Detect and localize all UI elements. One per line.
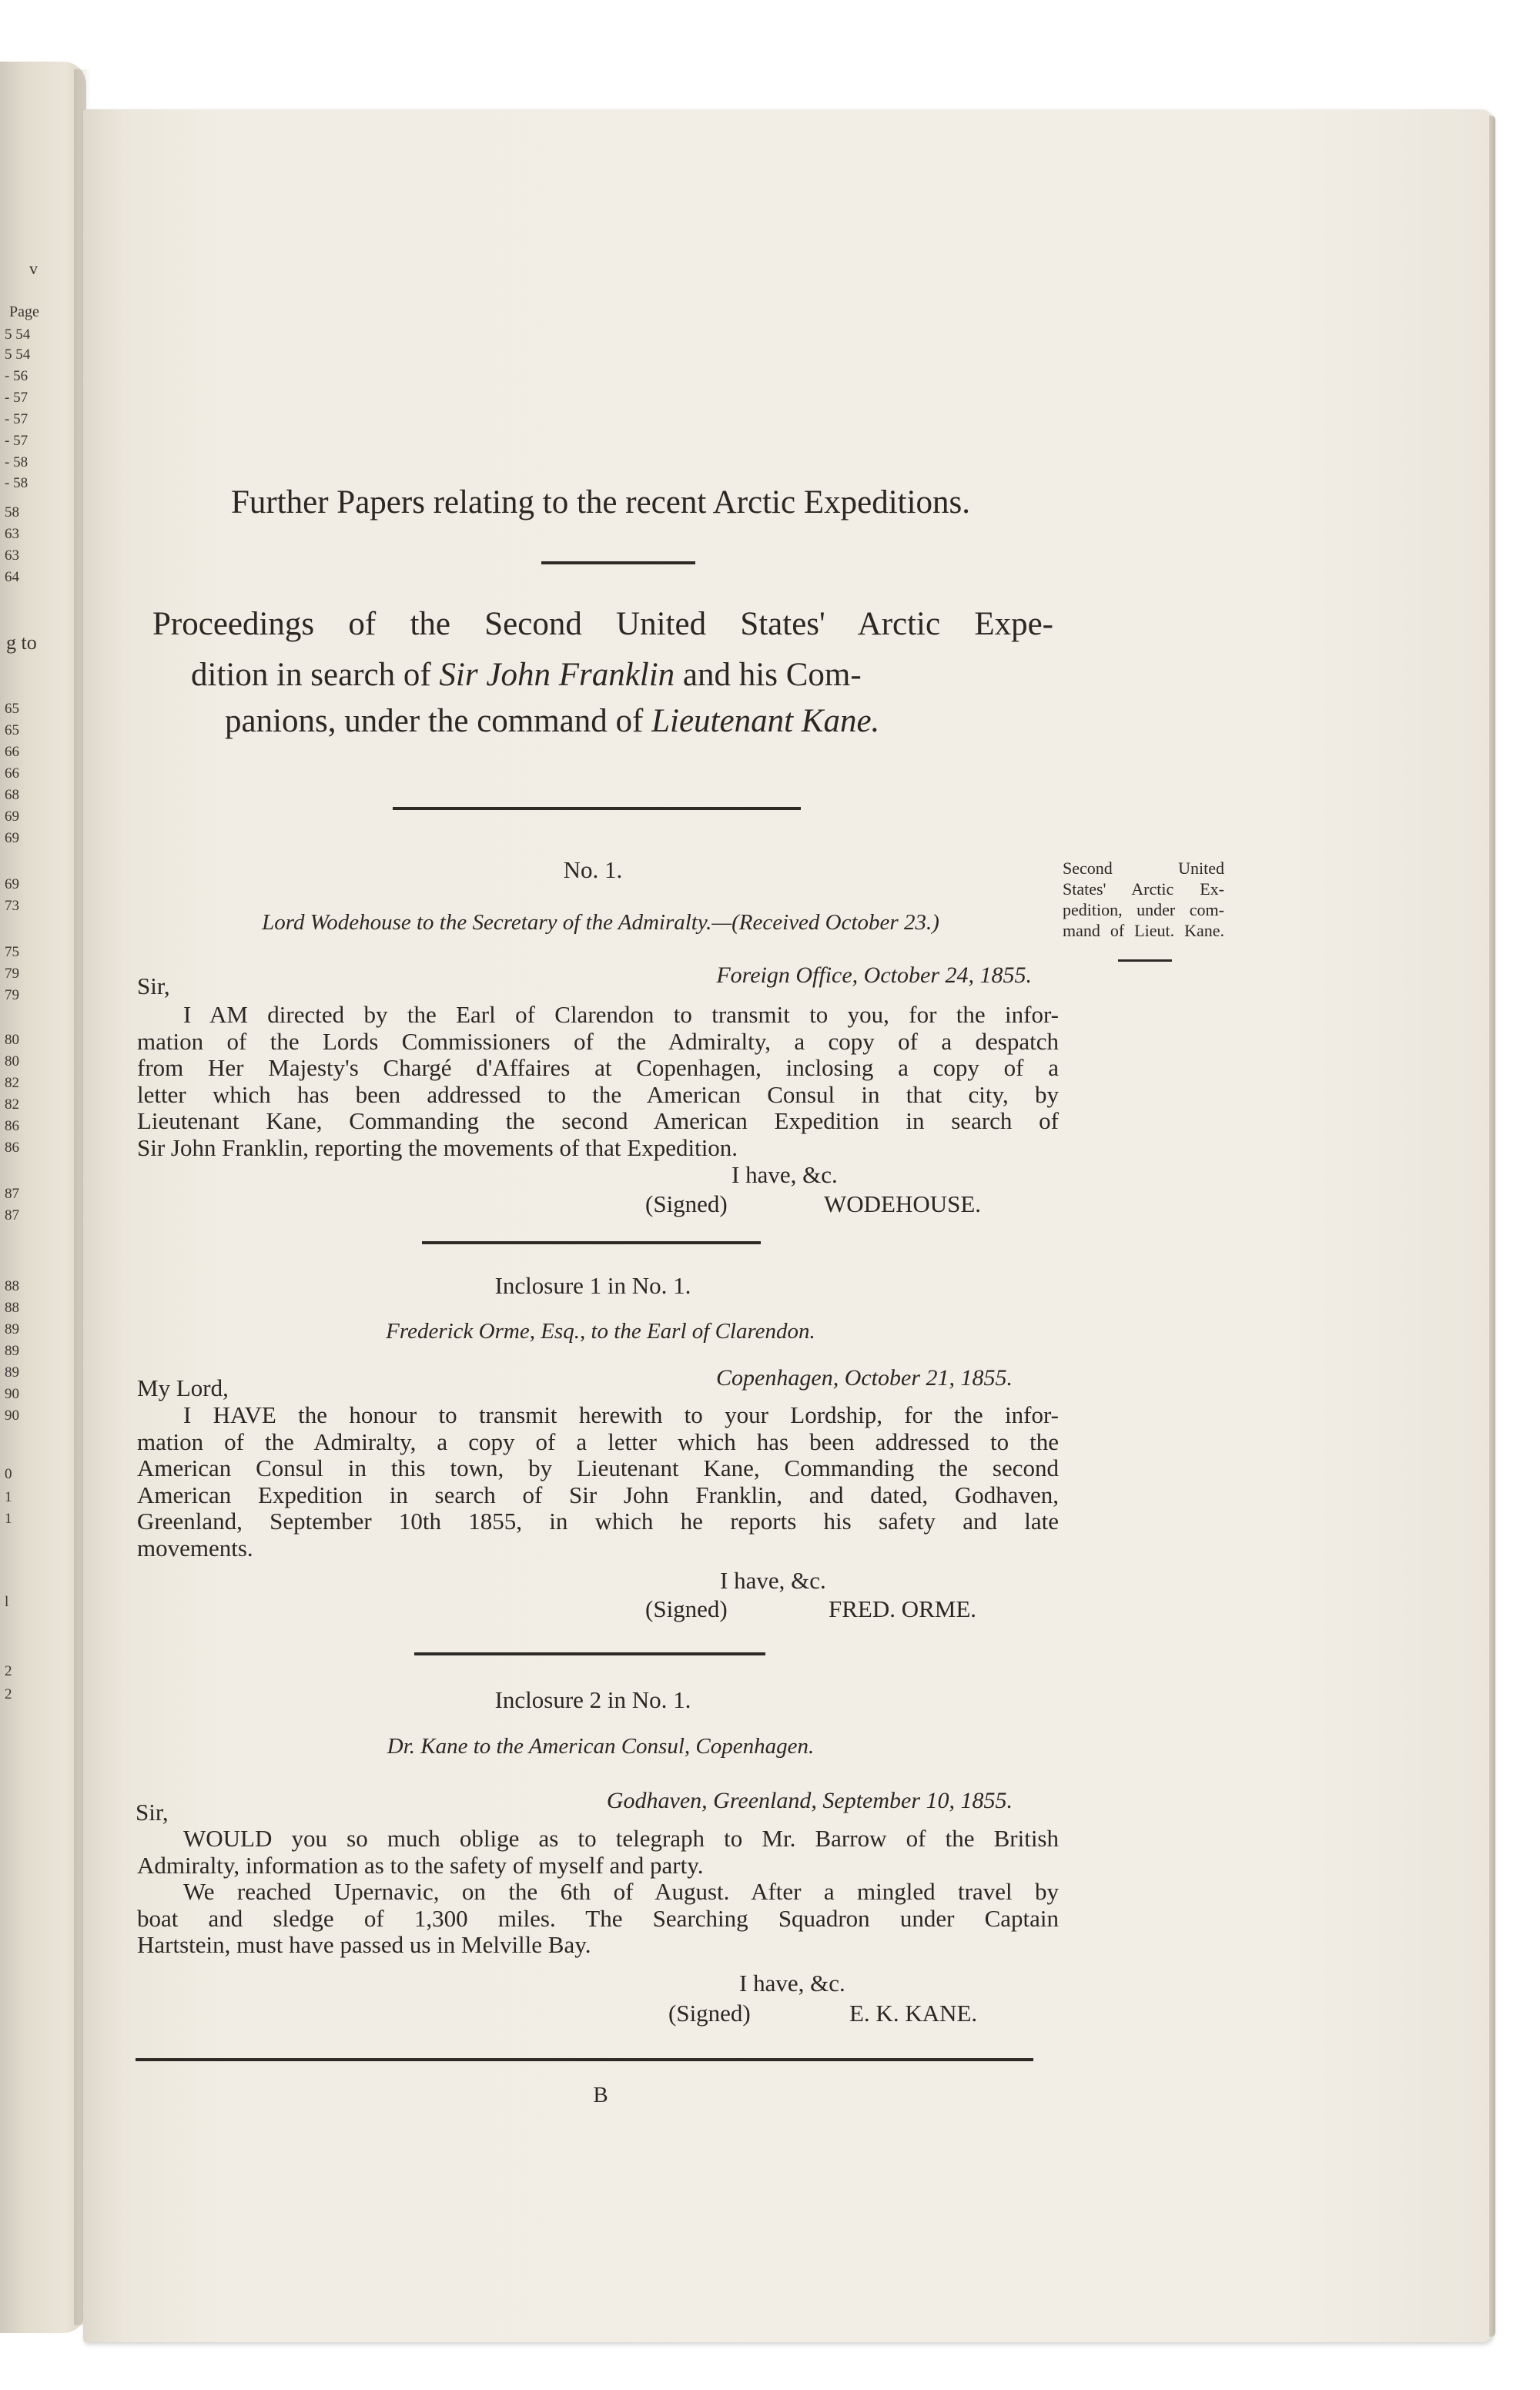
no1-caption: Lord Wodehouse to the Secretary of the Admiralty.—(Received October 23.) [262, 910, 939, 935]
inclosure2-closing: I have, &c. [739, 1970, 845, 1997]
left-page-number: 90 [5, 1386, 19, 1402]
left-page-number: 80 [5, 1053, 19, 1069]
subtitle-rule [393, 807, 801, 810]
section-heading-inclosure2: Inclosure 2 in No. 1. [494, 1686, 691, 1713]
no1-body-line: mation of the Lords Commissioners of the Admiralty, a copy of a despatch [137, 1027, 1059, 1055]
book-page [83, 109, 1492, 2342]
left-page-number: 82 [5, 1096, 19, 1113]
section-heading-inclosure1: Inclosure 1 in No. 1. [494, 1272, 691, 1299]
left-page-number: - 58 [5, 454, 28, 470]
left-page-number: 80 [5, 1032, 19, 1048]
left-page-number: 69 [5, 808, 19, 825]
margin-note-rule [1118, 959, 1172, 962]
inclosure2-body-line: Hartstein, must have passed us in Melville Bay. [137, 1931, 591, 1958]
inclosure1-body-line: movements. [137, 1534, 253, 1562]
left-page-number: 87 [5, 1207, 19, 1223]
left-page-number: 1 [5, 1489, 12, 1505]
left-page-number: 69 [5, 876, 19, 892]
inclosure1-body-line: American Expedition in search of Sir John Franklin, and dated, Godhaven, [137, 1481, 1059, 1508]
inclosure1-body-line: mation of the Admiralty, a copy of a letter which has been addressed to the [137, 1428, 1059, 1455]
subtitle-line-1: Proceedings of the Second United States' Arctic Expe- [152, 606, 1053, 642]
no1-rule [422, 1241, 761, 1244]
left-page-number: 75 [5, 944, 19, 960]
left-page-number: 73 [5, 898, 19, 914]
subtitle-line-3: panions, under the command of Lieutenant Kane. [225, 703, 880, 739]
no1-body-line: from Her Majesty's Chargé d'Affaires at Copenhagen, inclosing a copy of a [137, 1054, 1059, 1081]
left-page-number: 89 [5, 1343, 19, 1359]
inclosure1-signed: (Signed) [645, 1595, 728, 1622]
inclosure1-body-line: I HAVE the honour to transmit herewith to your Lordship, for the infor- [183, 1401, 1059, 1428]
inclosure1-salutation: My Lord, [137, 1374, 229, 1401]
margin-note-line-2: States' Arctic Ex- [1063, 879, 1224, 899]
left-page-number: 65 [5, 722, 19, 738]
page-edge [1489, 115, 1495, 2337]
left-page-number: 66 [5, 765, 19, 782]
inclosure1-signature: FRED. ORME. [829, 1595, 977, 1622]
left-page-number: 63 [5, 526, 19, 542]
left-page-number: l [5, 1594, 9, 1610]
left-page-number: - 57 [5, 390, 28, 406]
left-page-number: 1 [5, 1511, 12, 1527]
left-page-number: 69 [5, 830, 19, 846]
inclosure1-body-line: American Consul in this town, by Lieutenant Kane, Commanding the second [137, 1454, 1059, 1481]
no1-body-line: Sir John Franklin, reporting the movements of that Expedition. [137, 1133, 738, 1161]
no1-body-line: Lieutenant Kane, Commanding the second American Expedition in search of [137, 1107, 1059, 1134]
inclosure2-body-line: Admiralty, information as to the safety of myself and party. [137, 1851, 704, 1879]
left-page-number: 90 [5, 1408, 19, 1424]
inclosure2-signature: E. K. KANE. [849, 2000, 978, 2027]
no1-signature: WODEHOUSE. [824, 1190, 982, 1217]
inclosure1-dateline: Copenhagen, October 21, 1855. [716, 1365, 1013, 1391]
left-page-number: 88 [5, 1300, 19, 1316]
title-rule [541, 561, 695, 564]
bottom-rule [136, 2058, 1033, 2061]
left-page-number: 5 54 [5, 346, 31, 363]
no1-closing: I have, &c. [732, 1161, 838, 1188]
no1-body-line: I AM directed by the Earl of Clarendon to transmit to you, for the infor- [183, 1001, 1059, 1028]
left-page-number: - 57 [5, 433, 28, 449]
inclosure2-body-line: WOULD you so much oblige as to telegraph to Mr. Barrow of the British [183, 1825, 1059, 1852]
inclosure1-rule [414, 1652, 765, 1655]
left-page-number: 79 [5, 987, 19, 1003]
inclosure1-body-line: Greenland, September 10th 1855, in which he reports his safety and late [137, 1508, 1059, 1535]
left-page-number: 2 [5, 1686, 12, 1702]
left-page-number: - 58 [5, 475, 28, 491]
left-page-number: 2 [5, 1663, 12, 1679]
margin-note-line-3: pedition, under com- [1063, 900, 1224, 919]
left-page-number: - 56 [5, 368, 28, 384]
left-page-header: v [29, 259, 38, 278]
inclosure2-body-line: boat and sledge of 1,300 miles. The Searching Squadron under Captain [137, 1904, 1059, 1932]
left-page-number: 65 [5, 701, 19, 717]
no1-dateline: Foreign Office, October 24, 1855. [716, 962, 1032, 988]
no1-salutation: Sir, [137, 972, 170, 999]
left-page-number: 66 [5, 744, 19, 760]
page-title: Further Papers relating to the recent Arctic Expeditions. [230, 484, 971, 521]
left-page-number: 58 [5, 504, 19, 521]
subtitle-line-2: dition in search of Sir John Franklin and his Com- [191, 657, 862, 693]
no1-body-line: letter which has been addressed to the American Consul in that city, by [137, 1080, 1059, 1108]
margin-note-line-4: mand of Lieut. Kane. [1063, 921, 1224, 940]
left-page-number: 5 54 [5, 326, 31, 343]
inclosure1-caption: Frederick Orme, Esq., to the Earl of Clarendon. [386, 1319, 815, 1344]
inclosure2-body-line: We reached Upernavic, on the 6th of August. After a mingled travel by [183, 1878, 1059, 1905]
margin-note-line-1: Second United [1063, 859, 1224, 878]
inclosure2-signed: (Signed) [668, 2000, 751, 2027]
left-page-number: 86 [5, 1140, 19, 1156]
inclosure2-dateline: Godhaven, Greenland, September 10, 1855. [606, 1788, 1013, 1813]
left-page-number: 87 [5, 1186, 19, 1202]
left-page-number: 89 [5, 1321, 19, 1337]
inclosure1-closing: I have, &c. [720, 1567, 826, 1594]
left-page-number: 68 [5, 787, 19, 803]
left-page-number: 64 [5, 569, 19, 585]
inclosure2-salutation: Sir, [136, 1799, 169, 1826]
left-page-number: 86 [5, 1118, 19, 1134]
left-page-number: 89 [5, 1364, 19, 1381]
inclosure2-caption: Dr. Kane to the American Consul, Copenhagen. [387, 1734, 815, 1759]
no1-signed: (Signed) [645, 1190, 728, 1217]
signature-mark: B [593, 2083, 608, 2107]
left-page-number: - 57 [5, 411, 28, 427]
left-page-number: g to [6, 631, 37, 654]
left-page-label: Page [9, 303, 39, 320]
section-heading-no1: No. 1. [563, 856, 623, 883]
left-page-number: 0 [5, 1466, 12, 1482]
left-page-number: 82 [5, 1075, 19, 1091]
left-page-number: 88 [5, 1278, 19, 1294]
left-page-number: 63 [5, 547, 19, 564]
left-page-number: 79 [5, 966, 19, 982]
